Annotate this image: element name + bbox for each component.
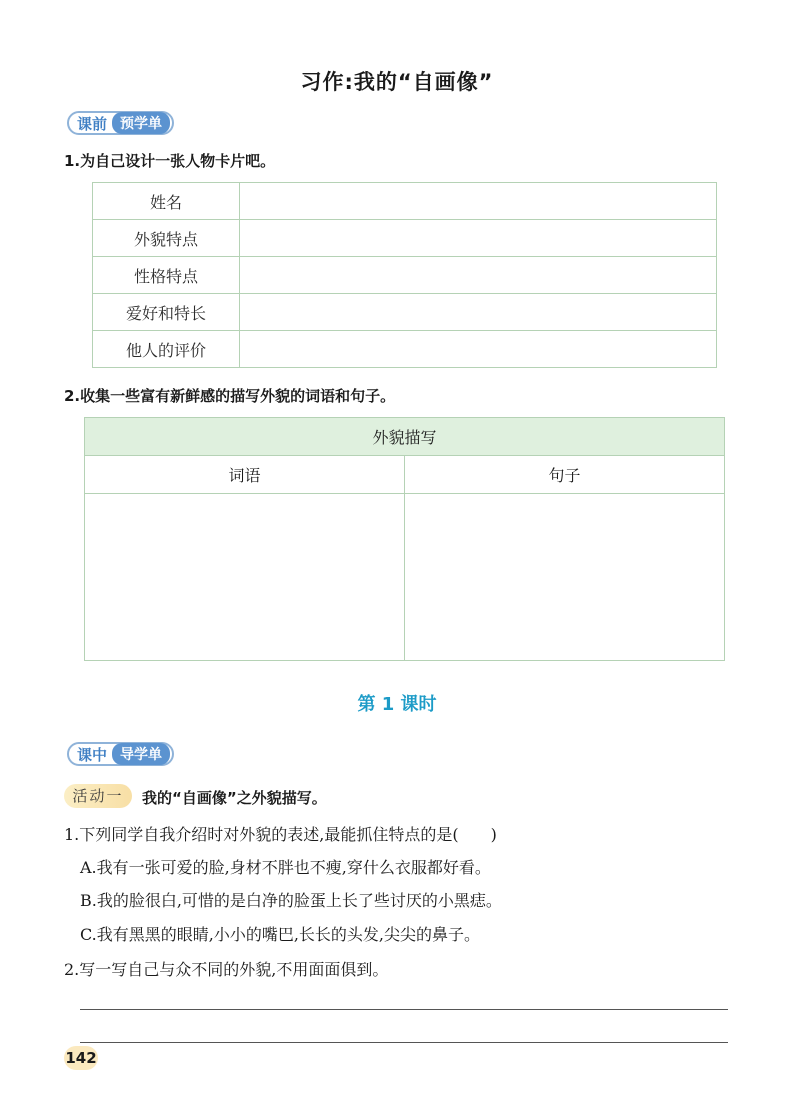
column-header-sentences: 句子 — [405, 456, 725, 494]
question-2: 2.收集一些富有新鲜感的描写外貌的词语和句子。 — [64, 387, 396, 405]
option-a[interactable]: A.我有一张可爱的脸,身材不胖也不瘦,穿什么衣服都好看。 — [80, 858, 491, 877]
column-header-words: 词语 — [85, 456, 405, 494]
activity-tag: 活动一 — [64, 784, 132, 808]
badge-left-label: 课前 — [77, 114, 108, 133]
answer-cell[interactable] — [240, 331, 717, 368]
answer-cell[interactable] — [240, 294, 717, 331]
activity-text: 我的“自画像”之外貌描写。 — [142, 789, 327, 807]
page-title: 习作:我的“自画像” — [300, 70, 494, 94]
row-label: 爱好和特长 — [93, 294, 240, 331]
appearance-description-table — [84, 417, 725, 661]
writing-line[interactable] — [80, 1042, 728, 1043]
answer-cell[interactable] — [240, 183, 717, 220]
row-label: 性格特点 — [93, 257, 240, 294]
answer-cell[interactable] — [240, 220, 717, 257]
question-1: 1.为自己设计一张人物卡片吧。 — [64, 152, 276, 170]
page-number: 142 — [64, 1046, 98, 1070]
table-row — [93, 220, 717, 257]
question-write: 2.写一写自己与众不同的外貌,不用面面俱到。 — [64, 960, 389, 979]
words-answer-cell[interactable] — [85, 494, 405, 661]
option-b[interactable]: B.我的脸很白,可惜的是白净的脸蛋上长了些讨厌的小黑痣。 — [80, 891, 502, 910]
badge-right-label: 导学单 — [112, 743, 170, 765]
table-row — [93, 331, 717, 368]
row-label: 他人的评价 — [93, 331, 240, 368]
pre-class-badge — [67, 111, 174, 135]
badge-left-label: 课中 — [77, 745, 108, 764]
table-header: 外貌描写 — [85, 418, 725, 456]
badge-right-label: 预学单 — [112, 112, 170, 134]
multiple-choice-question: 1.下列同学自我介绍时对外貌的表述,最能抓住特点的是( ) — [64, 825, 497, 844]
answer-cell[interactable] — [240, 257, 717, 294]
in-class-badge — [67, 742, 174, 766]
table-row — [93, 257, 717, 294]
table-row — [93, 183, 717, 220]
character-card-table — [92, 182, 717, 368]
option-c[interactable]: C.我有黑黑的眼睛,小小的嘴巴,长长的头发,尖尖的鼻子。 — [80, 925, 481, 944]
writing-line[interactable] — [80, 1009, 728, 1010]
row-label: 姓名 — [93, 183, 240, 220]
table-row — [93, 294, 717, 331]
row-label: 外貌特点 — [93, 220, 240, 257]
sentences-answer-cell[interactable] — [405, 494, 725, 661]
lesson-heading: 第 1 课时 — [357, 694, 437, 715]
